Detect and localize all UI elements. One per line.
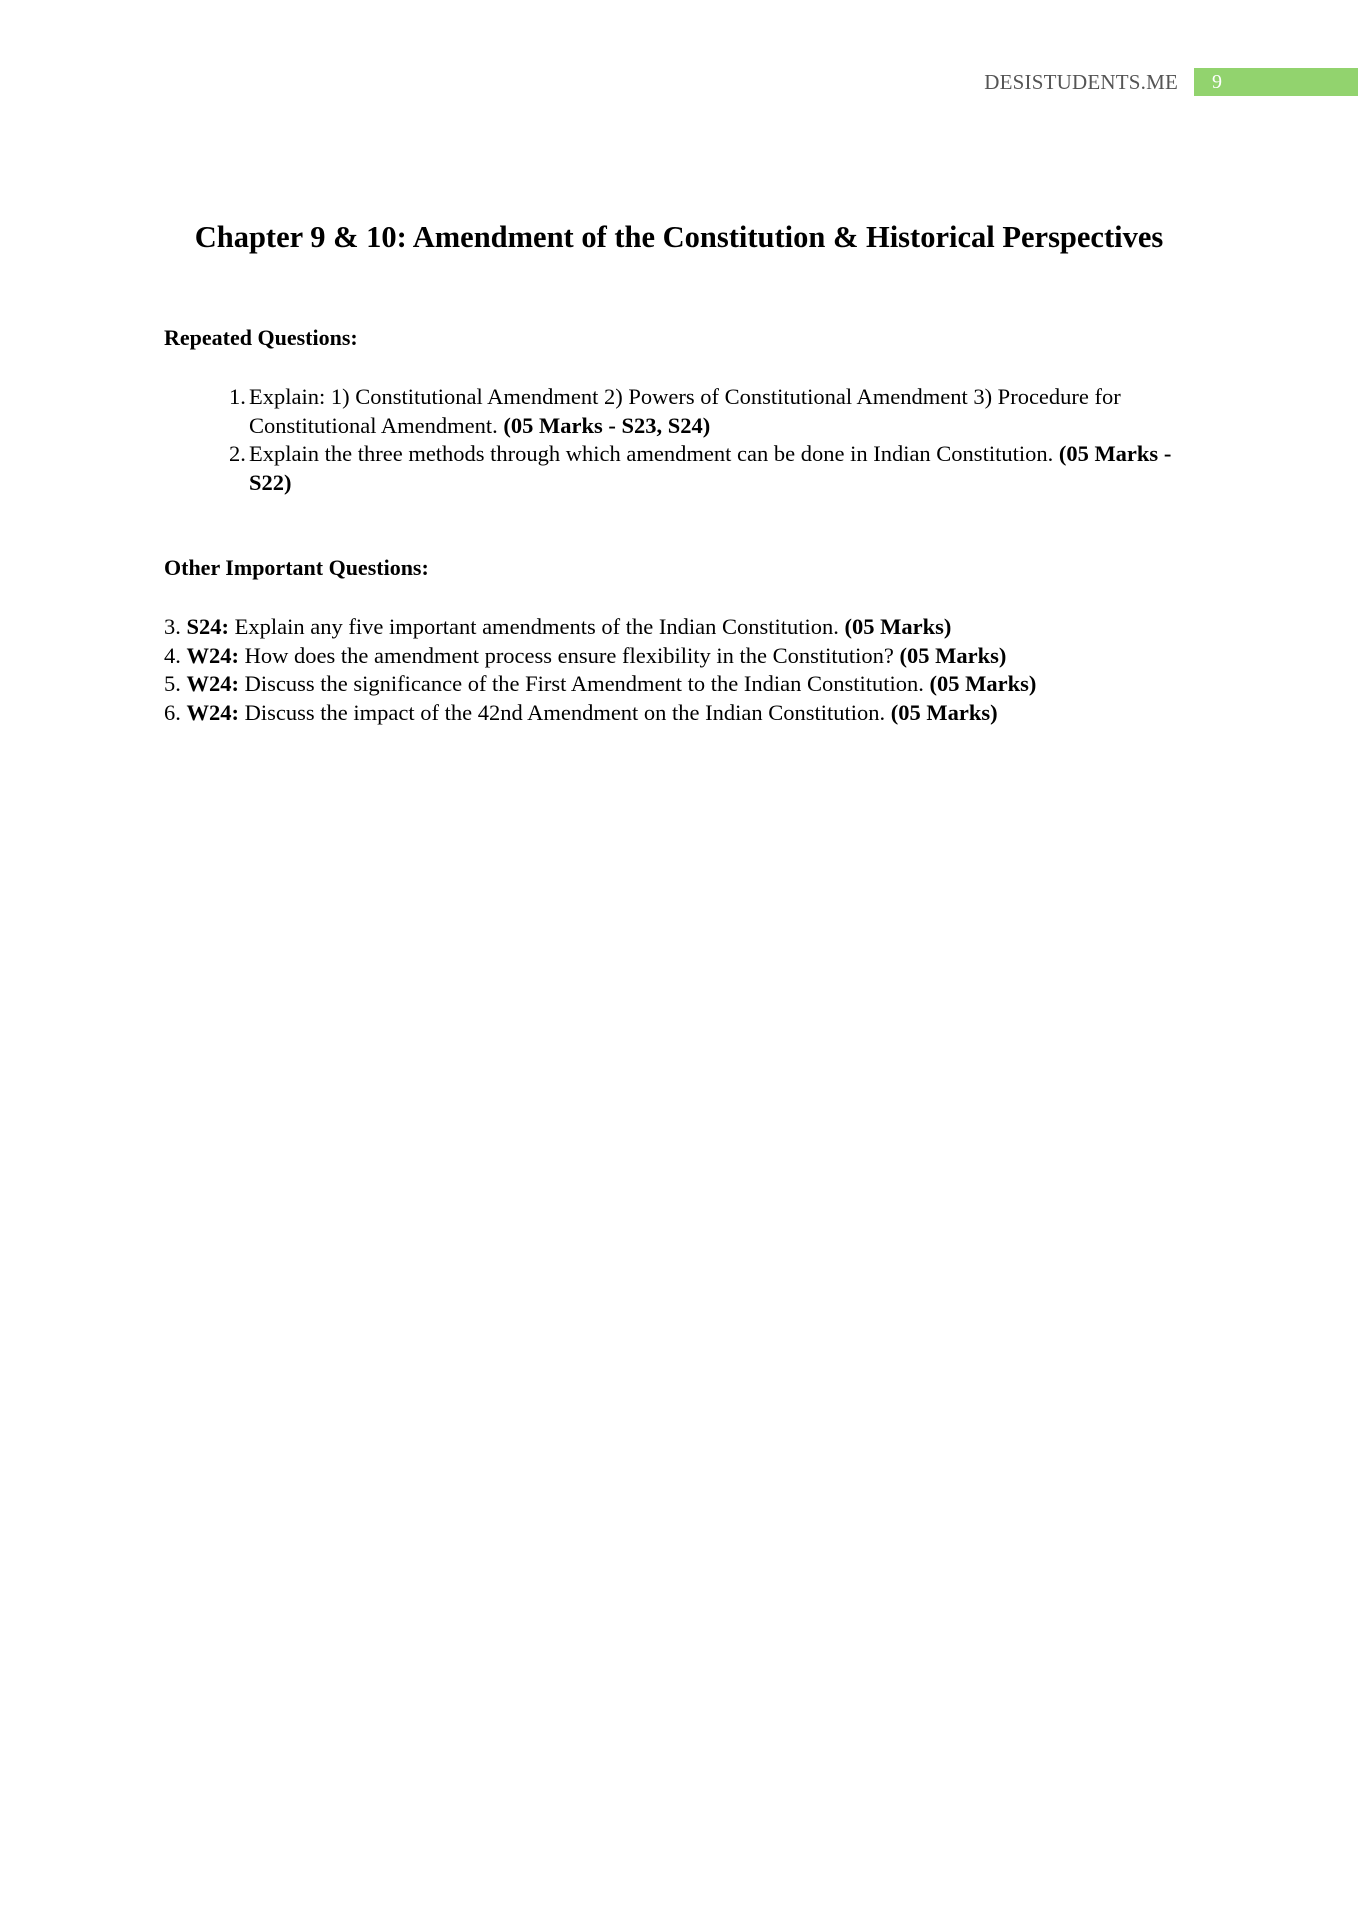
item-number: 1. bbox=[229, 384, 246, 409]
marks-label: (05 Marks) bbox=[899, 642, 1007, 668]
site-name: DESISTUDENTS.ME bbox=[984, 69, 1178, 94]
other-questions-list bbox=[164, 613, 1214, 727]
list-item bbox=[164, 613, 1214, 642]
item-number: 4. bbox=[164, 642, 181, 668]
repeated-questions-list bbox=[164, 383, 1194, 497]
marks-label: (05 Marks) bbox=[844, 614, 952, 639]
item-number: 3. bbox=[164, 614, 181, 639]
item-number: 6. bbox=[164, 699, 181, 725]
list-item bbox=[164, 383, 1194, 440]
question-text: Explain any five important amendments of the Indian Constitution. bbox=[234, 614, 839, 639]
session-label: S24: bbox=[186, 614, 230, 639]
chapter-title: Chapter 9 & 10: Amendment of the Constitution & Historical Perspectives bbox=[194, 220, 1164, 254]
item-number: 2. bbox=[229, 441, 246, 466]
question-text: Discuss the impact of the 42nd Amendment on the Indian Constitution. bbox=[244, 699, 886, 725]
question-text: Explain: 1) Constitutional Amendment 2) Powers of Constitutional Amendment 3) Procedure for Constitutional Amendment. bbox=[249, 384, 1121, 438]
question-text: Discuss the significance of the First Amendment to the Indian Constitution. bbox=[244, 671, 924, 696]
session-label: W24: bbox=[186, 699, 239, 725]
question-text: Explain the three methods through which amendment can be done in Indian Constitution. bbox=[249, 441, 1054, 466]
repeated-questions-heading: Repeated Questions: bbox=[164, 325, 358, 350]
question-text: How does the amendment process ensure flexibility in the Constitution? bbox=[244, 642, 894, 668]
list-item bbox=[164, 642, 1214, 671]
page-number-badge: 9 bbox=[1194, 68, 1358, 96]
list-item bbox=[164, 699, 1214, 728]
marks-label: (05 Marks) bbox=[929, 671, 1037, 696]
item-number: 5. bbox=[164, 671, 181, 696]
session-label: W24: bbox=[186, 642, 239, 668]
page-header bbox=[984, 68, 1358, 96]
list-item bbox=[164, 670, 1214, 699]
marks-label: (05 Marks - S22) bbox=[249, 441, 1172, 495]
marks-label: (05 Marks - S23, S24) bbox=[503, 412, 711, 438]
list-item bbox=[164, 440, 1194, 497]
session-label: W24: bbox=[186, 671, 239, 696]
marks-label: (05 Marks) bbox=[890, 699, 998, 725]
other-questions-heading: Other Important Questions: bbox=[164, 555, 429, 580]
